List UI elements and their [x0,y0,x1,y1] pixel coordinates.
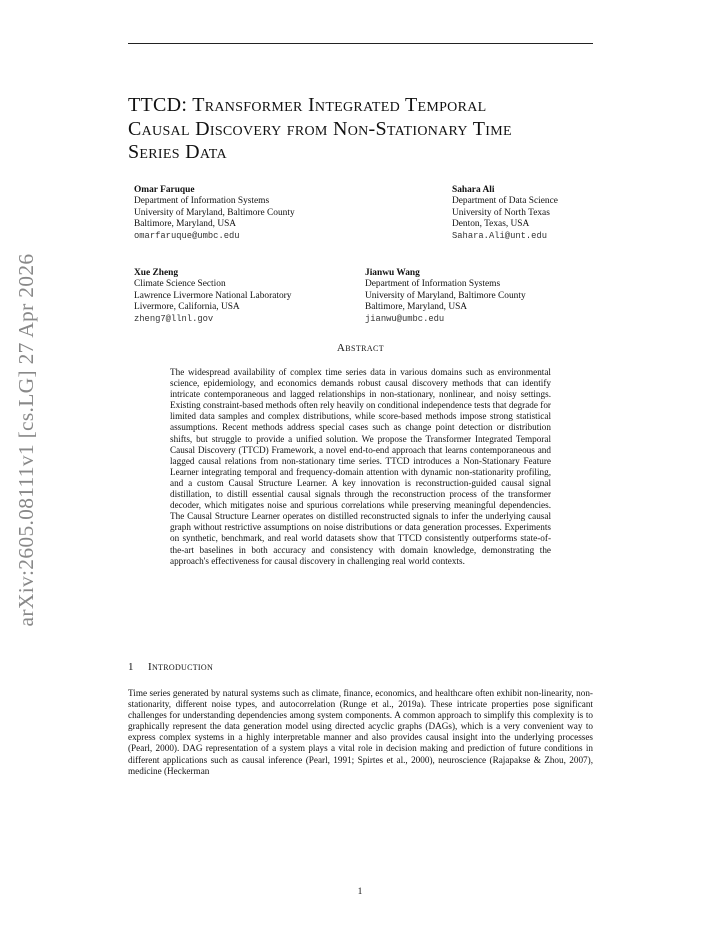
author-name: Xue Zheng [134,268,179,278]
author-location: Denton, Texas, USA [452,219,530,230]
section-heading [128,661,213,673]
section-title: Introduction [148,661,214,673]
arxiv-stamp: arXiv:2605.08111v1 [cs.LG] 27 Apr 2026 [14,253,38,627]
author-name: Sahara Ali [452,185,495,195]
author-location: Baltimore, Maryland, USA [134,219,237,230]
author-dept: Climate Science Section [134,279,226,290]
author-block-3 [134,268,291,325]
author-org: University of North Texas [452,207,550,218]
intro-paragraph: Time series generated by natural systems such as climate, finance, economics, and healthcare often exhibit non-linearity, non-stationarity, different noise types, and autocorrelation (Runge et al., 2019a). These intricate properties pose significant challenges for understanding dependencies among system components. A common approach to simplify this complexity is to graphically represent the data generation model using directed acyclic graphs (DAGs), which is a very convenient way to express complex systems in a highly interpretable manner and also provides causal insight into the underlying processes (Pearl, 2000). DAG representation of a system plays a vital role in decision making and prediction of future conditions in different applications such as causal inference (Pearl, 1991; Spirtes et al., 2000), neuroscience (Rajapakse & Zhou, 2007), medicine (Heckerman [128,688,593,776]
author-dept: Department of Information Systems [134,196,270,207]
author-email[interactable]: jianwu@umbc.edu [365,313,445,324]
author-name: Omar Faruque [134,185,195,195]
author-block-4 [365,268,526,325]
author-email[interactable]: Sahara.Ali@unt.edu [452,230,548,241]
author-email[interactable]: zheng7@llnl.gov [134,313,214,324]
author-org: University of Maryland, Baltimore County [365,290,526,301]
title-line-2: Causal Discovery from Non-Stationary Time [128,117,512,140]
author-block-1 [134,185,295,242]
author-location: Baltimore, Maryland, USA [365,302,468,313]
top-rule [128,43,593,44]
author-dept: Department of Information Systems [365,279,501,290]
paper-title [128,94,598,165]
section-number: 1 [128,661,134,673]
title-line-1: TTCD: Transformer Integrated Temporal [128,94,487,116]
page-number: 1 [357,887,363,897]
author-org: University of Maryland, Baltimore County [134,207,295,218]
author-org: Lawrence Livermore National Laboratory [134,290,292,301]
title-line-3: Series Data [128,141,227,163]
author-name: Jianwu Wang [365,268,420,278]
author-location: Livermore, California, USA [134,302,240,313]
abstract-heading: Abstract [336,342,385,354]
author-dept: Department of Data Science [452,196,558,207]
author-email[interactable]: omarfaruque@umbc.edu [134,230,240,241]
author-block-2 [452,185,558,242]
abstract-body: The widespread availability of complex time series data in various domains such as environmental science, epidemiology, and economics demands robust causal discovery methods that can identify intricate contemporaneous and lagged relationships in non-stationary, nonlinear, and noisy settings. Existing constraint-based methods often rely heavily on conditional independence tests that degrade for limited data samples and complex distributions, while score-based methods impose strong statistical assumptions. Recent methods address special cases such as change point detection or distribution shifts, but struggle to provide a unified solution. We propose the Transformer Integrated Temporal Causal Discovery (TTCD) Framework, a novel end-to-end approach that learns contemporaneous and lagged causal relations from non-stationary time series. TTCD introduces a Non-Stationary Feature Learner integrating temporal and frequency-domain attention with dynamic non-stationarity profiling, and a custom Causal Structure Learner. A key innovation is reconstruction-guided causal signal distillation, to distill essential causal signals through the reconstruction process of the transformer decoder, which mitigates noise and spurious correlations while preserving meaningful dependencies. The Causal Structure Learner operates on distilled reconstructed signals to infer the underlying causal graph without restrictive assumptions on noise distributions or data generation processes. Experiments on synthetic, benchmark, and real world datasets show that TTCD consistently outperforms state-of-the-art baselines in both accuracy and consistency with domain knowledge, demonstrating the approach's effectiveness for causal discovery in challenging real world contexts. [170,367,551,566]
